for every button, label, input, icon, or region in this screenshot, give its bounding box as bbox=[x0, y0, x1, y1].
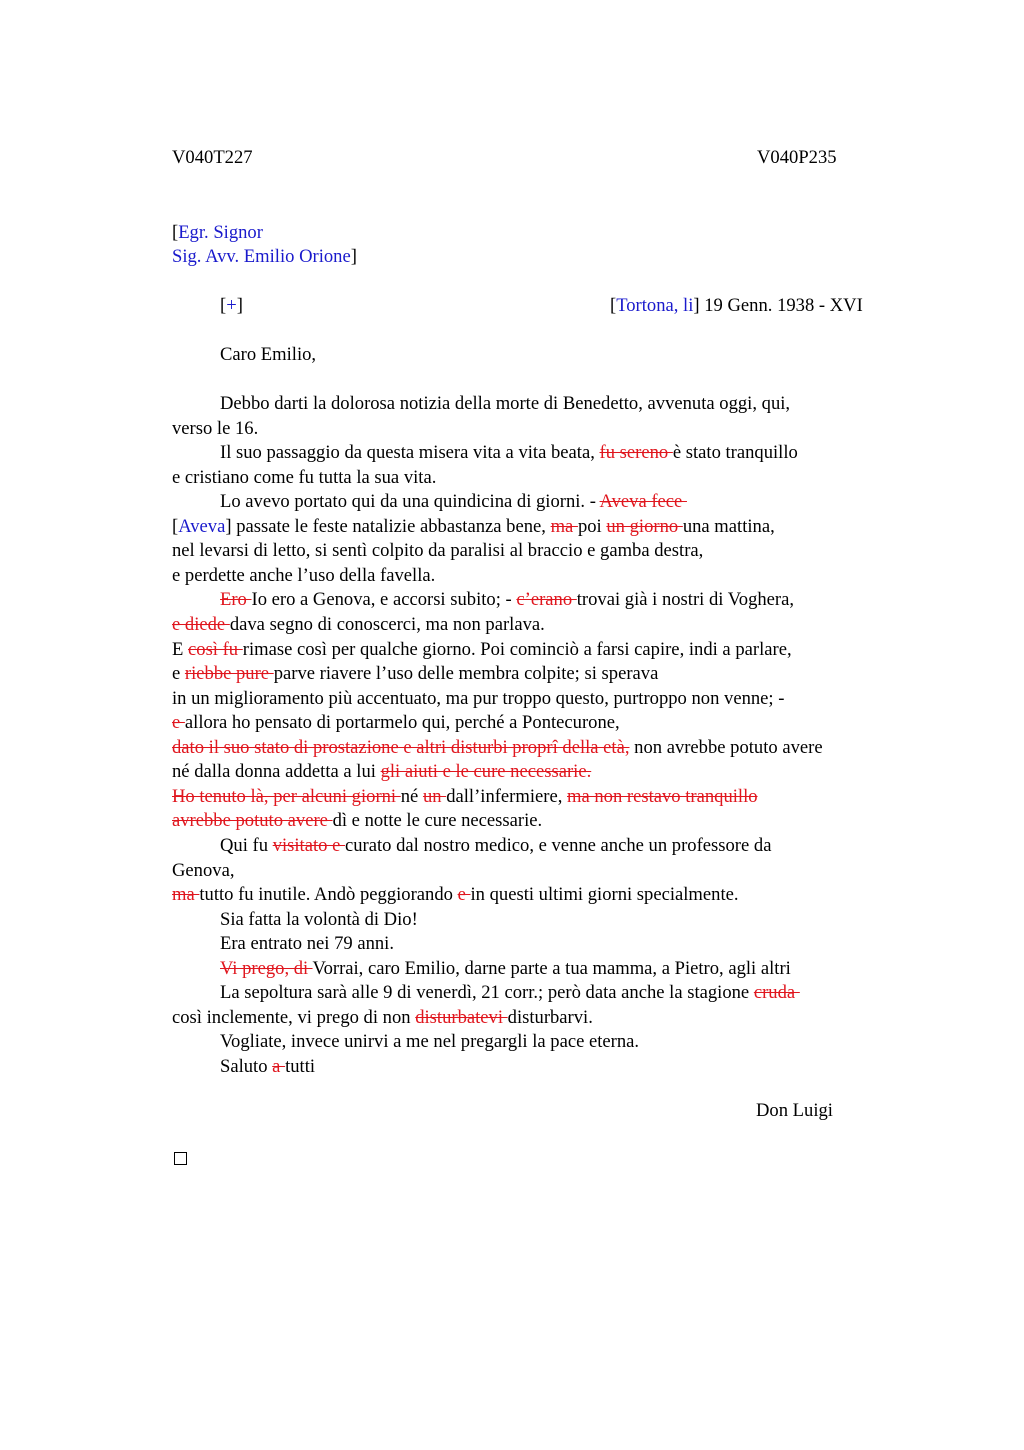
letter-line bbox=[172, 515, 775, 540]
letter-text: allora ho pensato di portarmelo qui, perché a Pontecurone, bbox=[184, 712, 620, 734]
letter-text: una mattina, bbox=[682, 515, 775, 537]
salutation: Caro Emilio, bbox=[220, 344, 317, 365]
deleted-text: Ho tenuto là, per alcuni giorni bbox=[172, 785, 401, 807]
letter-text: così inclemente, vi prego di non bbox=[172, 1006, 416, 1028]
letter-line bbox=[172, 638, 792, 663]
letter-text: Genova, bbox=[172, 859, 235, 881]
deleted-text: un giorno bbox=[606, 515, 683, 537]
letter-text: Il suo passaggio da questa misera vita a vita beata, bbox=[220, 442, 600, 464]
cross-mark: [+] bbox=[220, 295, 243, 316]
letter-line bbox=[220, 834, 771, 859]
deleted-text: Aveva fece bbox=[599, 491, 687, 513]
deleted-text: a bbox=[272, 1055, 286, 1077]
deleted-text: ma non restavo tranquillo bbox=[567, 785, 758, 807]
letter-text: Qui fu bbox=[220, 834, 273, 856]
signature: Don Luigi bbox=[756, 1100, 833, 1121]
deleted-text: visitato e bbox=[272, 834, 345, 856]
letter-text: Lo avevo portato qui da una quindicina di giorni. - bbox=[220, 491, 600, 513]
letter-line bbox=[220, 932, 394, 957]
deleted-text: ma bbox=[172, 884, 200, 905]
letter-text: tutti bbox=[285, 1055, 316, 1077]
letter-line bbox=[172, 564, 435, 589]
deleted-text: ma bbox=[550, 515, 578, 537]
letter-line bbox=[220, 981, 800, 1006]
letter-text: rimase così per qualche giorno. Poi cominciò a farsi capire, indi a parlare, bbox=[242, 638, 792, 660]
letter-line bbox=[220, 908, 418, 933]
date-place: Tortona, li bbox=[616, 295, 694, 316]
letter-text: e cristiano come fu tutta la sua vita. bbox=[172, 466, 437, 488]
letter-text: parve riavere l’uso delle membra colpite; si sperava bbox=[273, 663, 659, 684]
letter-line bbox=[172, 539, 703, 564]
letter-text: non avrebbe potuto avere bbox=[629, 736, 823, 758]
letter-text: La sepoltura sarà alle 9 di venerdì, 21 corr.; però data anche la stagione bbox=[220, 982, 754, 1004]
deleted-text: così fu bbox=[188, 638, 243, 660]
letter-text: curato dal nostro medico, e venne anche un professore da bbox=[344, 834, 772, 856]
deleted-text: cruda bbox=[753, 982, 800, 1004]
document-code-right: V040P235 bbox=[757, 147, 837, 168]
letter-text: poi bbox=[577, 515, 607, 537]
deleted-text: c’erano bbox=[516, 589, 577, 611]
deleted-text: e diede bbox=[172, 614, 230, 635]
letter-text: dava segno di conoscerci, ma non parlava. bbox=[229, 614, 545, 635]
cross-symbol: + bbox=[226, 295, 237, 316]
address-title: Egr. Signor bbox=[178, 222, 263, 243]
letter-text: Sia fatta la volontà di Dio! bbox=[220, 908, 418, 930]
deleted-text: e bbox=[457, 884, 471, 905]
letter-text: dì e notte le cure necessarie. bbox=[332, 810, 543, 832]
letter-text: è stato tranquillo bbox=[672, 442, 798, 464]
letter-text: Vogliate, invece unirvi a me nel pregargli la pace eterna. bbox=[220, 1031, 640, 1053]
letter-text: tutto fu inutile. Andò peggiorando bbox=[199, 884, 458, 905]
letter-line bbox=[172, 736, 823, 761]
letter-text: e bbox=[172, 663, 185, 684]
deleted-text: gli aiuti e le cure necessarie. bbox=[380, 761, 592, 783]
date-line: [Tortona, li] 19 Genn. 1938 - XVI bbox=[610, 295, 863, 316]
letter-text: Saluto bbox=[220, 1055, 273, 1077]
letter-text: [ bbox=[172, 515, 179, 537]
letter-text: Era entrato nei 79 anni. bbox=[220, 933, 394, 955]
letter-line bbox=[172, 1006, 593, 1031]
letter-line bbox=[220, 441, 798, 466]
letter-text: né bbox=[400, 785, 423, 807]
deleted-text: fu sereno bbox=[599, 442, 673, 464]
letter-text: Io ero a Genova, e accorsi subito; - bbox=[251, 589, 517, 611]
letter-line bbox=[172, 711, 620, 736]
letter-line bbox=[172, 760, 591, 785]
letter-text: e perdette anche l’uso della favella. bbox=[172, 564, 436, 586]
letter-text: trovai già i nostri di Voghera, bbox=[576, 589, 795, 611]
letter-text: verso le 16. bbox=[172, 417, 259, 439]
deleted-text: un bbox=[422, 785, 447, 807]
letter-line bbox=[172, 687, 784, 712]
letter-line bbox=[220, 490, 687, 515]
letter-line bbox=[172, 662, 658, 687]
address-name: Sig. Avv. Emilio Orione bbox=[172, 246, 351, 267]
letter-line bbox=[172, 809, 542, 834]
address-line-1: [Egr. Signor bbox=[172, 222, 263, 243]
letter-text: in questi ultimi giorni specialmente. bbox=[470, 884, 739, 905]
letter-text: dall’infermiere, bbox=[446, 785, 567, 807]
address-line-2: Sig. Avv. Emilio Orione] bbox=[172, 246, 357, 267]
deleted-text: disturbatevi bbox=[415, 1006, 508, 1028]
letter-text: E bbox=[172, 638, 189, 660]
letter-line bbox=[172, 613, 545, 638]
letter-line bbox=[172, 417, 258, 442]
letter-line bbox=[172, 785, 758, 810]
letter-text: disturbarvi. bbox=[507, 1006, 593, 1028]
letter-line bbox=[220, 1055, 315, 1080]
letter-text: ] passate le feste natalizie abbastanza bene, bbox=[225, 515, 551, 537]
letter-line bbox=[220, 392, 790, 417]
deleted-text: avrebbe potuto avere bbox=[172, 810, 333, 832]
deleted-text: Vi prego, di bbox=[220, 957, 313, 979]
checkbox-square-icon bbox=[174, 1152, 187, 1165]
letter-line bbox=[172, 883, 739, 908]
letter-line bbox=[172, 859, 234, 884]
letter-text: nel levarsi di letto, si sentì colpito da paralisi al braccio e gamba destra, bbox=[172, 540, 704, 562]
letter-line bbox=[220, 1030, 639, 1055]
letter-text: in un miglioramento più accentuato, ma pur troppo questo, purtroppo non venne; - bbox=[172, 687, 785, 709]
letter-line bbox=[220, 588, 794, 613]
deleted-text: riebbe pure bbox=[184, 663, 274, 684]
letter-text: né dalla donna addetta a lui bbox=[172, 761, 381, 783]
document-code-left: V040T227 bbox=[172, 147, 253, 168]
letter-text: Debbo darti la dolorosa notizia della morte di Benedetto, avvenuta oggi, qui, bbox=[220, 393, 791, 414]
deleted-text: e bbox=[172, 712, 185, 734]
editorial-insertion: Aveva bbox=[178, 515, 226, 537]
letter-line bbox=[220, 957, 791, 982]
deleted-text: Ero bbox=[220, 589, 252, 611]
deleted-text: dato il suo stato di prostazione e altri disturbi proprî della età, bbox=[172, 736, 630, 758]
letter-line bbox=[172, 466, 436, 491]
letter-text: Vorrai, caro Emilio, darne parte a tua mamma, a Pietro, agli altri bbox=[312, 957, 791, 979]
date-value: 19 Genn. 1938 - XVI bbox=[704, 295, 863, 316]
